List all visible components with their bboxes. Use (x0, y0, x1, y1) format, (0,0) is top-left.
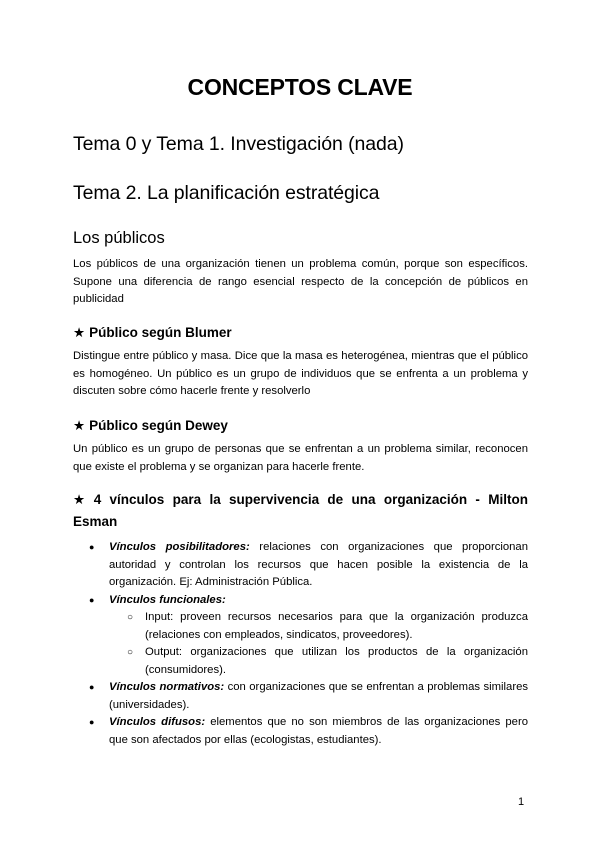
subheading-dewey-label: Público según Dewey (89, 418, 228, 433)
list-item-label: Vínculos funcionales: (109, 593, 226, 606)
subheading-blumer (73, 322, 528, 344)
subheading-esman-label: 4 vínculos para la supervivencia de una organización - Milton Esman (73, 492, 528, 529)
page-number: 1 (518, 796, 525, 808)
subheading-blumer-label: Público según Blumer (89, 325, 232, 340)
paragraph-publicos: Los públicos de una organización tienen un problema común, porque son específicos. Supone una diferencia de rango esencial respecto de la concepción de públicos en publicidad (73, 258, 528, 305)
paragraph-blumer: Distingue entre público y masa. Dice que la masa es heterogénea, mientras que el público es homogéneo. Un público es un grupo de individuos que se enfrenta a un problema y discuten sobre cómo hacerle frente y resolverlo (73, 350, 528, 397)
sub-list-item-text: Input: proveen recursos necesarios para que la organización produzca (relaciones con empleados, sindicatos, proveedores). (145, 611, 528, 641)
sub-list-item-text: Output: organizaciones que utilizan los productos de la organización (consumidores). (145, 646, 528, 676)
sub-list-item (73, 609, 528, 644)
list-item-label: Vínculos posibilitadores: (109, 541, 250, 553)
list-item-label: Vínculos normativos: (109, 681, 225, 693)
subheading-publicos: Los públicos (73, 229, 165, 247)
list-item-text: con organizaciones que se enfrentan a problemas similares (universidades). (109, 681, 529, 711)
paragraph-dewey: Un público es un grupo de personas que se enfrentan a un problema similar, reconocen que existe el problema y se organizan para hacerle frente. (73, 443, 528, 473)
bullet-icon: ● (89, 717, 95, 727)
section-heading-tema2: Tema 2. La planificación estratégica (73, 182, 380, 204)
subheading-esman (73, 489, 528, 533)
list-item-text: relaciones con organizaciones que proporcionan autoridad y controlan los recursos que hacen posible la existencia de la organización. Ej: Administración Pública. (109, 541, 529, 588)
list-item (73, 592, 528, 610)
subheading-dewey (73, 415, 528, 437)
circle-bullet-icon: ○ (127, 612, 134, 623)
bullet-icon: ● (89, 682, 95, 692)
list-item (73, 539, 528, 592)
document-title: CONCEPTOS CLAVE (187, 74, 413, 100)
section-heading-tema0: Tema 0 y Tema 1. Investigación (nada) (73, 133, 404, 155)
vinculos-list (73, 539, 528, 749)
list-item (73, 679, 528, 714)
star-icon: ★ (73, 418, 86, 433)
circle-bullet-icon: ○ (127, 647, 134, 658)
bullet-icon: ● (89, 542, 95, 552)
sub-list-item (73, 644, 528, 679)
list-item-label: Vínculos difusos: (109, 716, 206, 728)
star-icon: ★ (73, 325, 86, 340)
bullet-icon: ● (89, 594, 95, 605)
list-item-text: elementos que no son miembros de las organizaciones pero que son afectados por ellas (ecologistas, estudiantes). (109, 716, 528, 746)
list-item (73, 714, 528, 749)
star-icon: ★ (73, 492, 90, 507)
